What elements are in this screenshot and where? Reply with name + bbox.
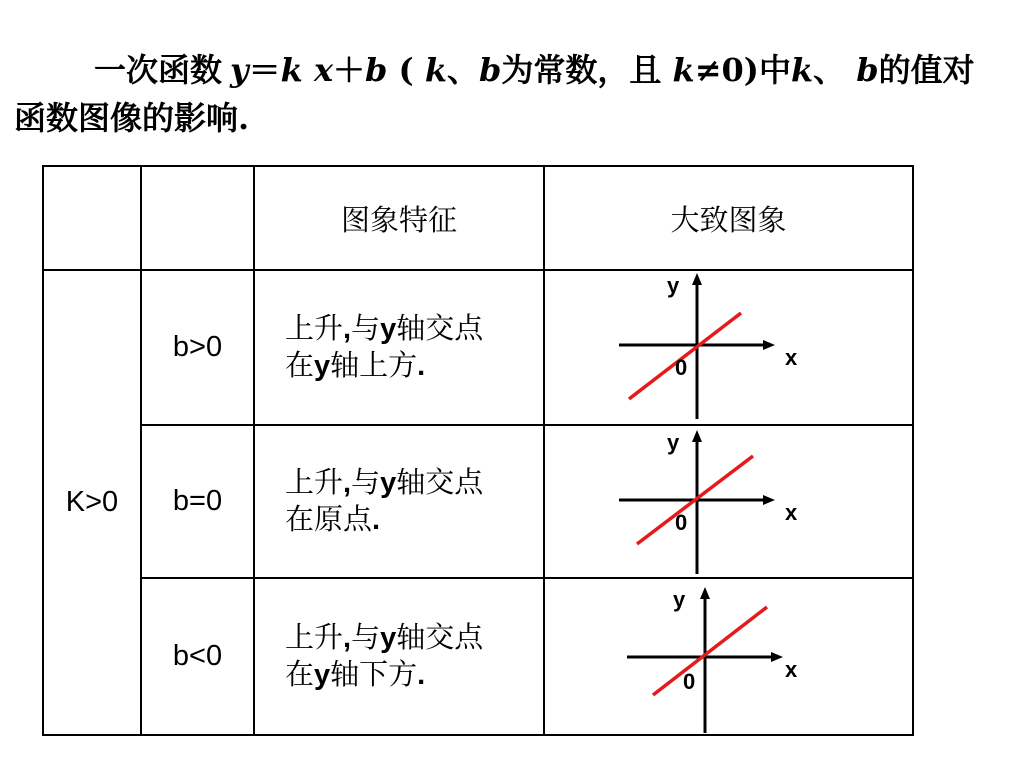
title-var-k3: k — [672, 51, 695, 89]
title-sep: 、 — [447, 51, 480, 89]
graph-svg — [623, 583, 873, 733]
page-title — [14, 46, 1004, 142]
x-axis-arrow-icon — [771, 652, 783, 662]
linear-graph — [623, 583, 873, 733]
header-cell-1 — [43, 166, 141, 270]
origin-label: 0 — [675, 355, 688, 380]
k-label: K>0 — [43, 270, 141, 735]
table-row — [43, 270, 913, 425]
title-text-1: 一次函数 — [94, 51, 223, 89]
title-equals: ＝ — [248, 51, 281, 89]
header-graph: 大致图象 — [544, 166, 913, 270]
linear-graph — [615, 269, 865, 419]
graph-cell — [544, 270, 913, 425]
title-neq: ≠0)中 — [694, 51, 791, 89]
b-label: b<0 — [141, 578, 254, 735]
origin-label: 0 — [683, 669, 696, 694]
function-line — [653, 607, 767, 695]
x-axis-label: x — [785, 657, 798, 682]
y-axis-label: y — [673, 587, 686, 612]
title-plus: ＋ — [333, 51, 366, 89]
linear-graph — [615, 426, 865, 576]
x-axis-label: x — [785, 500, 798, 525]
y-axis-arrow-icon — [692, 430, 702, 442]
title-var-k4: k — [790, 51, 814, 89]
title-paren: ( — [387, 51, 414, 89]
y-axis-arrow-icon — [692, 273, 702, 285]
table-header-row — [43, 166, 913, 270]
title-text-3: 的值对函数图像的影响. — [14, 51, 975, 137]
title-var-b3: b — [856, 51, 879, 89]
graph-cell — [544, 578, 913, 735]
title-var-b2: b — [479, 51, 502, 89]
title-var-y: y — [230, 51, 249, 89]
graph-cell — [544, 425, 913, 578]
title-var-x: x — [313, 51, 334, 89]
x-axis-arrow-icon — [763, 340, 775, 350]
b-label: b>0 — [141, 270, 254, 425]
y-axis-arrow-icon — [700, 587, 710, 599]
header-cell-2 — [141, 166, 254, 270]
title-var-k2: k — [424, 51, 447, 89]
feature-text: 上升,与y轴交点 在y轴上方. — [254, 270, 544, 425]
x-axis-arrow-icon — [763, 495, 775, 505]
title-text-2: 为常数，且 — [501, 51, 662, 89]
table-row — [43, 425, 913, 578]
header-feature: 图象特征 — [254, 166, 544, 270]
table-row — [43, 578, 913, 735]
graph-svg — [615, 269, 865, 419]
feature-text: 上升,与y轴交点 在y轴下方. — [254, 578, 544, 735]
feature-text: 上升,与y轴交点 在原点. — [254, 425, 544, 578]
title-var-b: b — [365, 51, 388, 89]
function-table — [42, 165, 914, 736]
y-axis-label: y — [667, 430, 680, 455]
title-var-k: k — [280, 51, 303, 89]
b-label: b=0 — [141, 425, 254, 578]
graph-svg — [615, 426, 865, 576]
title-sep2: 、 — [813, 51, 846, 89]
origin-label: 0 — [675, 510, 688, 535]
x-axis-label: x — [785, 345, 798, 370]
y-axis-label: y — [667, 273, 680, 298]
